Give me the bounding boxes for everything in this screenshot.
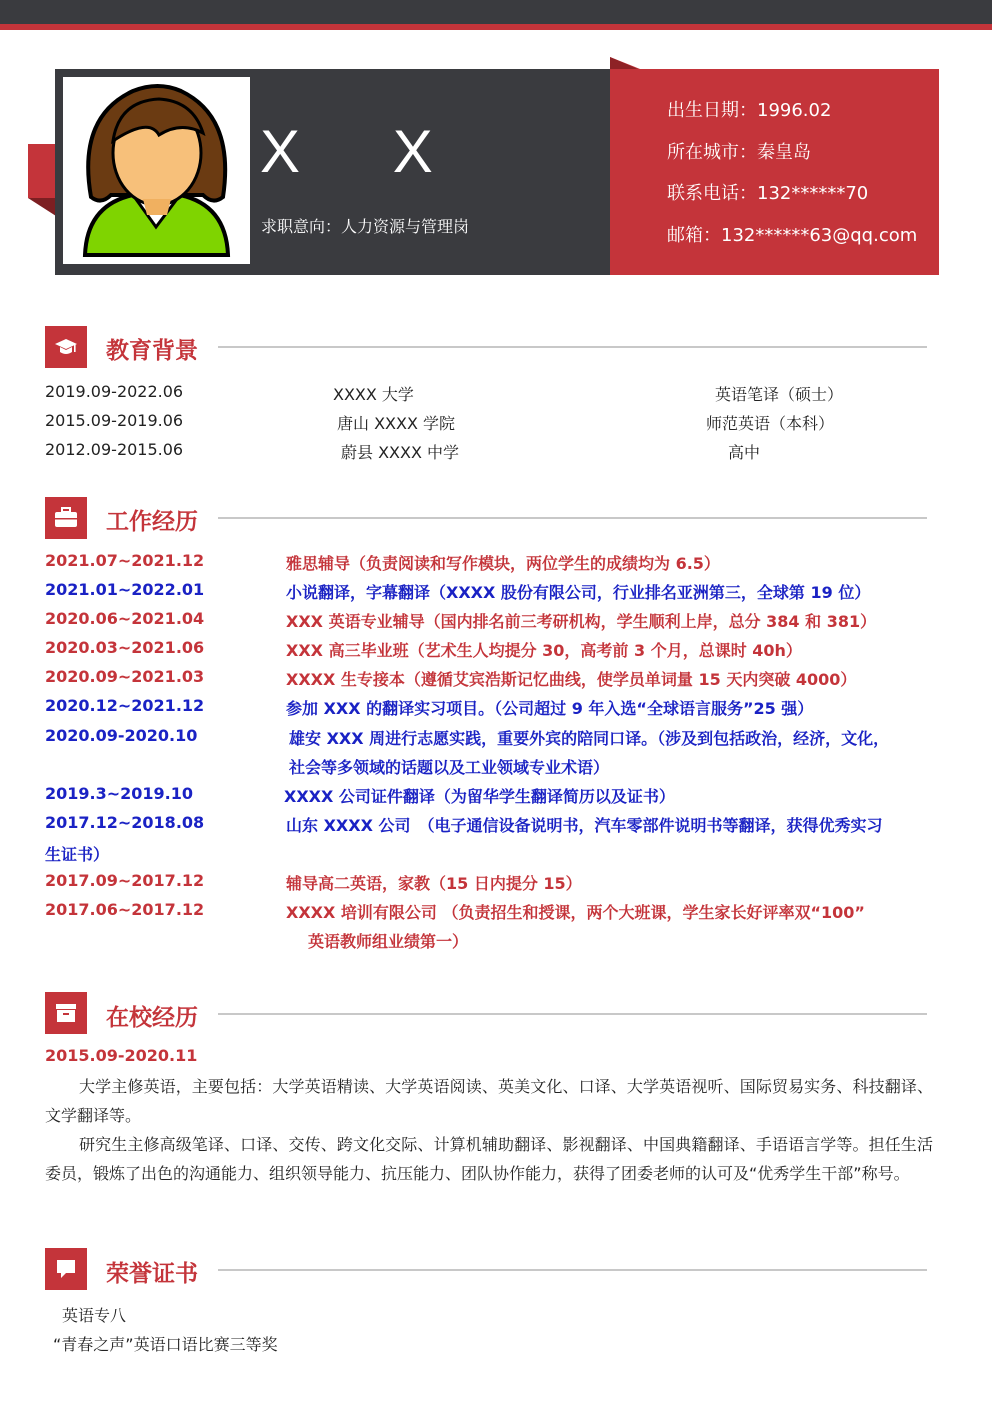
honor-item: 英语专八 [62, 1306, 127, 1325]
work-date: 2017.06~2017.12 [45, 900, 205, 919]
work-date: 2020.12~2021.12 [45, 696, 205, 715]
work-desc: 雅思辅导（负责阅读和写作模块，两位学生的成绩均为 6.5） [286, 554, 720, 573]
work-desc: 雄安 XXX 周进行志愿实践，重要外宾的陪同口译。（涉及到包括政治，经济，文化， [289, 729, 890, 748]
work-date: 2021.01~2022.01 [45, 580, 205, 599]
work-desc: XXX 英语专业辅导（国内排名前三考研机构，学生顺利上岸，总分 384 和 381） [286, 612, 877, 631]
work-desc-continued: 社会等多领域的话题以及工业领域专业术语） [289, 758, 610, 777]
campus-paragraph: 研究生主修高级笔译、口译、交传、跨文化交际、计算机辅助翻译、影视翻译、中国典籍翻译、手语语言学等。担任生活委员，锻炼了出色的沟通能力、组织领导能力、抗压能力、团队协作能力，获得了团委老师的认可及“优秀学生干部”称号。 [45, 1135, 933, 1183]
work-desc: 山东 XXXX 公司 （电子通信设备说明书，汽车零部件说明书等翻译，获得优秀实习 [286, 816, 883, 835]
section-title-work: 工作经历 [106, 509, 198, 535]
avatar-illustration [63, 77, 250, 264]
campus-paragraph: 大学主修英语，主要包括：大学英语精读、大学英语阅读、英美文化、口译、大学英语视听、国际贸易实务、科技翻译、文学翻译等。 [45, 1077, 933, 1125]
section-divider [218, 1013, 927, 1015]
education-school: 唐山 XXXX 学院 [337, 414, 456, 433]
work-date: 2020.09~2021.03 [45, 667, 205, 686]
work-desc-continued: 生证书） [45, 845, 110, 864]
section-title-honors: 荣誉证书 [106, 1261, 198, 1287]
speech-bubble-icon [45, 1248, 87, 1290]
archive-box-icon [45, 992, 87, 1034]
top-accent-line [0, 24, 992, 30]
education-date: 2019.09-2022.06 [45, 382, 184, 401]
candidate-name: X X [260, 118, 471, 185]
section-divider [218, 517, 927, 519]
education-school: XXXX 大学 [333, 385, 414, 404]
education-row [45, 411, 935, 435]
work-date: 2020.03~2021.06 [45, 638, 205, 657]
work-desc: XXXX 生专接本（遵循艾宾浩斯记忆曲线，使学员单词量 15 天内突破 4000） [286, 670, 857, 689]
education-date: 2012.09-2015.06 [45, 440, 184, 459]
section-divider [218, 346, 927, 348]
work-desc-continued: 英语教师组业绩第一） [308, 932, 469, 951]
work-desc: 辅导高二英语，家教（15 日内提分 15） [286, 874, 582, 893]
education-school: 蔚县 XXXX 中学 [341, 443, 460, 462]
education-major: 师范英语（本科） [706, 414, 835, 433]
section-title-education: 教育背景 [106, 338, 198, 364]
work-desc: 参加 XXX 的翻译实习项目。（公司超过 9 年入选“全球语言服务”25 强） [286, 699, 814, 718]
top-bar [0, 0, 992, 24]
campus-date: 2015.09-2020.11 [45, 1046, 198, 1065]
education-row [45, 382, 935, 406]
briefcase-icon [45, 497, 87, 539]
work-date: 2017.09~2017.12 [45, 871, 205, 890]
work-date: 2019.3~2019.10 [45, 784, 194, 803]
education-row [45, 440, 935, 464]
work-date: 2020.06~2021.04 [45, 609, 205, 628]
work-desc: XXXX 公司证件翻译（为留华学生翻译简历以及证书） [284, 787, 675, 806]
section-title-campus: 在校经历 [106, 1005, 198, 1031]
header-left-tab-fold [28, 198, 56, 216]
honor-item: “青春之声”英语口语比赛三等奖 [53, 1335, 278, 1354]
work-date: 2020.09-2020.10 [45, 726, 198, 745]
contact-phone: 联系电话：132******70 [667, 183, 869, 204]
education-major: 英语笔译（硕士） [715, 385, 844, 404]
section-divider [218, 1269, 927, 1271]
work-desc: XXXX 培训有限公司 （负责招生和授课，两个大班课，学生家长好评率双“100” [286, 903, 865, 922]
graduation-cap-icon [45, 326, 87, 368]
work-date: 2017.12~2018.08 [45, 813, 205, 832]
work-desc: 小说翻译，字幕翻译（XXXX 股份有限公司，行业排名亚洲第三，全球第 19 位） [286, 583, 871, 602]
header-red-flap [610, 57, 640, 275]
education-major: 高中 [728, 443, 761, 462]
education-date: 2015.09-2019.06 [45, 411, 184, 430]
contact-birthdate: 出生日期：1996.02 [667, 100, 832, 121]
avatar [63, 77, 250, 264]
contact-email: 邮箱：132******63@qq.com [667, 225, 918, 246]
work-date: 2021.07~2021.12 [45, 551, 205, 570]
job-intent: 求职意向：人力资源与管理岗 [261, 217, 470, 236]
contact-city: 所在城市：秦皇岛 [667, 142, 811, 163]
work-desc: XXX 高三毕业班（艺术生人均提分 30，高考前 3 个月，总课时 40h） [286, 641, 802, 660]
